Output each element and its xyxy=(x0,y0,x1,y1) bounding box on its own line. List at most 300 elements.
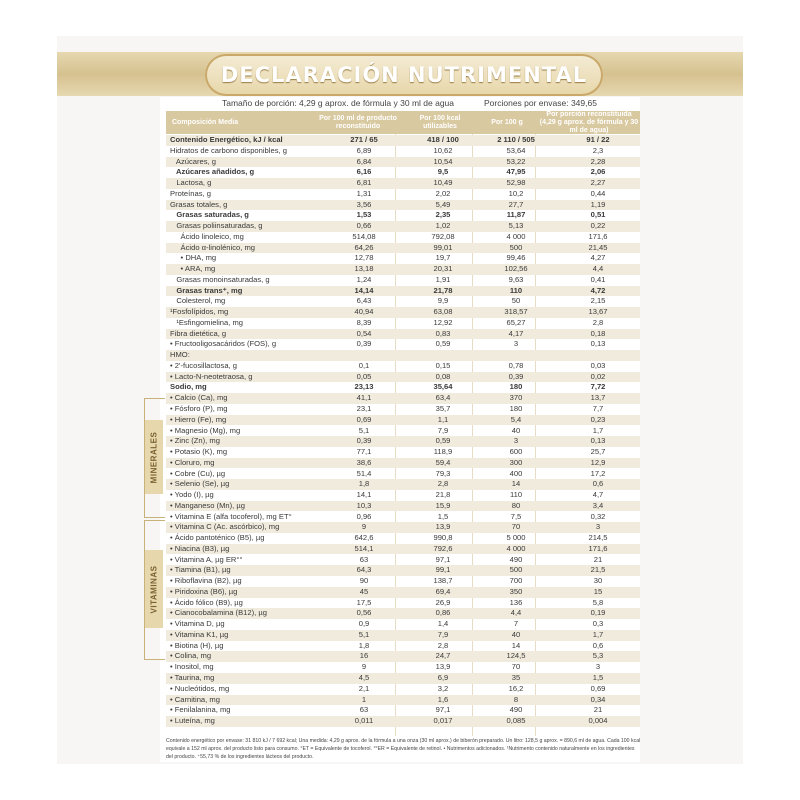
nutrient-value: 2,8 xyxy=(437,640,449,650)
nutrient-value: 2,02 xyxy=(435,188,451,198)
nutrient-value: 30 xyxy=(593,576,603,586)
table-row xyxy=(166,479,640,490)
nutrient-value: 14 xyxy=(511,479,521,489)
nutrient-value: 0,32 xyxy=(590,511,606,521)
table-row xyxy=(166,458,640,469)
nutrient-label: • Magnesio (Mg), mg xyxy=(170,425,241,435)
table-row xyxy=(166,415,640,426)
nutrient-label: • Vitamina A, µg ER°° xyxy=(170,554,243,564)
nutrient-value: 5,4 xyxy=(510,414,522,424)
nutrient-value: 12,92 xyxy=(433,317,453,327)
nutrient-value: 5,3 xyxy=(592,651,604,661)
nutrient-value: 9,5 xyxy=(437,167,449,177)
nutrient-value: 3 xyxy=(595,522,601,532)
table-row xyxy=(166,210,640,221)
nutrient-value: 6,81 xyxy=(356,178,372,188)
nutrient-value: 2,15 xyxy=(590,296,606,306)
table-row xyxy=(166,404,640,415)
nutrient-value: 490 xyxy=(509,705,523,715)
nutrient-value: 2,8 xyxy=(437,479,449,489)
nutrient-label: Hidratos de carbono disponibles, g xyxy=(170,145,287,155)
nutrient-value: 3,56 xyxy=(356,199,372,209)
table-row xyxy=(166,695,640,706)
nutrient-value: 79,3 xyxy=(435,468,451,478)
nutrient-value: 13,18 xyxy=(354,264,374,274)
nutrient-value: 14 xyxy=(511,640,521,650)
nutrient-value: 25,7 xyxy=(590,447,606,457)
table-row xyxy=(166,372,640,383)
table-row xyxy=(166,436,640,447)
nutrient-value: 171,6 xyxy=(588,231,608,241)
nutrient-value: 50 xyxy=(511,296,521,306)
nutrient-value: 59,4 xyxy=(435,457,451,467)
nutrient-value: 9 xyxy=(361,522,367,532)
nutrient-value: 21,78 xyxy=(433,285,453,295)
nutrient-value: 65,27 xyxy=(506,317,526,327)
nutrient-label: Grasas trans⁺, mg xyxy=(170,285,243,295)
nutrient-value: 0,13 xyxy=(590,339,606,349)
nutrient-value: 13,9 xyxy=(435,662,451,672)
vitaminas-label xyxy=(145,550,163,628)
nutrient-label: • Riboflavina (B2), µg xyxy=(170,576,242,586)
nutrient-value: 10,3 xyxy=(356,500,372,510)
nutrient-value: 370 xyxy=(509,393,523,403)
nutrient-value: 0,54 xyxy=(356,328,372,338)
nutrient-value: 500 xyxy=(509,565,523,575)
nutrient-label: Ácido α-linolénico, mg xyxy=(170,242,256,252)
nutrient-value: 97,1 xyxy=(435,554,451,564)
nutrient-value: 0,59 xyxy=(435,339,451,349)
nutrient-label: Grasas poliinsaturadas, g xyxy=(170,221,263,231)
nutrient-value: 4,17 xyxy=(508,328,524,338)
nutrient-value: 4,7 xyxy=(592,490,604,500)
nutrient-label: • Tiamina (B1), µg xyxy=(170,565,231,575)
nutrient-value: 13,7 xyxy=(590,393,606,403)
nutrient-label: • Zinc (Zn), mg xyxy=(170,436,220,446)
nutrient-value: 20,31 xyxy=(433,264,453,274)
nutrient-value: 180 xyxy=(509,404,523,413)
nutrient-value: 35 xyxy=(511,673,521,682)
nutrient-label: • Calcio (Ca), mg xyxy=(170,393,228,403)
nutrient-value: 300 xyxy=(509,457,523,467)
nutrient-label: • DHA, mg xyxy=(170,253,217,263)
nutrient-label: • Vitamina C (Ac. ascórbico), mg xyxy=(170,522,280,532)
nutrient-value: 180 xyxy=(509,382,523,392)
nutrient-value: 418 / 100 xyxy=(427,135,459,144)
nutrient-value: 21,8 xyxy=(435,490,451,500)
nutrient-value: 118,9 xyxy=(433,447,453,457)
nutrient-value: 0,44 xyxy=(590,188,606,198)
nutrient-label: • Yodo (I), µg xyxy=(170,490,214,500)
nutrient-label: Proteínas, g xyxy=(170,188,211,198)
nutrient-value: 0,86 xyxy=(435,608,451,618)
nutrient-value: 15 xyxy=(593,586,603,596)
nutrient-value: 3 xyxy=(513,436,519,446)
nutrient-value: 0,34 xyxy=(590,694,606,704)
nutrient-label: Grasas saturadas, g xyxy=(170,210,249,220)
nutrient-label: • Carnitina, mg xyxy=(170,694,220,704)
header-per-100g: Por 100 g xyxy=(491,118,523,126)
page-title: DECLARACIÓN NUTRIMENTAL xyxy=(220,63,588,87)
nutrient-value: 700 xyxy=(509,576,523,586)
nutrient-label: • Fenilalanina, mg xyxy=(170,705,231,715)
table-row xyxy=(166,447,640,458)
nutrient-value: 35,64 xyxy=(433,382,453,392)
nutrient-label: • Vitamina K1, µg xyxy=(170,629,229,639)
table-row xyxy=(166,167,640,178)
nutrient-value: 21,45 xyxy=(588,242,608,252)
nutrient-value: 5,13 xyxy=(508,221,524,231)
nutrient-value: 7,5 xyxy=(510,511,522,521)
table-row xyxy=(166,243,640,254)
nutrient-label: • Piridoxina (B6), µg xyxy=(170,586,238,596)
nutrient-value: 1,8 xyxy=(358,640,370,650)
nutrient-value: 7 xyxy=(513,619,519,629)
nutrient-label: • Vitamina E (alfa tocoferol), mg ET° xyxy=(170,511,292,521)
table-row xyxy=(166,469,640,480)
nutrient-value: 6,9 xyxy=(437,673,449,682)
nutrient-label: • Cobre (Cu), µg xyxy=(170,468,226,478)
nutrient-value: 64,3 xyxy=(356,565,372,575)
nutrient-label: Grasas totales, g xyxy=(170,199,228,209)
nutrient-value: 40 xyxy=(511,629,521,639)
nutrient-value: 0,22 xyxy=(590,221,606,231)
nutrient-value: 0,69 xyxy=(356,414,372,424)
footnote: Contenido energético por envase: 31 810 kJ / 7 692 kcal; Una medida: 4,29 g aprox. de la fórmula a una onza (30 ml aprox.) de biberón preparado. Un litro: 128,5 g aprox. = 890,6 ml de agua. Cada 100 kcal equivale a 152 ml aprox. del producto listo para consumo. °ET = Equivalente de tocoferol. °°ER = Equivalente de retinol. • Nutrimentos adicionados. ¹Nutrimento contenido naturalmente en los ingredientes del producto. ⁺55,73 % de los ingredientes lácteos del producto. xyxy=(166,738,641,760)
nutrient-label: • Ácido fólico (B9), µg xyxy=(170,597,243,607)
nutrient-value: 14,1 xyxy=(356,490,372,500)
nutrient-value: 10,2 xyxy=(508,188,524,198)
nutrient-value: 13,67 xyxy=(588,307,608,317)
nutrient-value: 9,9 xyxy=(437,296,449,306)
header-per-100kcal: Por 100 kcal utilizables xyxy=(419,114,461,130)
nutrient-value: 99,01 xyxy=(433,242,453,252)
nutrient-value: 4,4 xyxy=(510,608,522,618)
nutrient-label: • Potasio (K), mg xyxy=(170,447,228,457)
nutrient-value: 5,8 xyxy=(592,597,604,607)
nutrient-value: 4,72 xyxy=(590,285,606,295)
header-per-serving: Por porción reconstituida (4,29 g aprox. de fórmula y 30 ml de agua) xyxy=(539,110,639,134)
header-composition: Composición Media xyxy=(172,118,239,126)
table-row xyxy=(166,705,640,716)
nutrient-value: 490 xyxy=(509,554,523,564)
nutrient-value: 63,4 xyxy=(435,393,451,403)
nutrient-value: 97,1 xyxy=(435,705,451,715)
table-row xyxy=(166,157,640,168)
nutrient-label: • Luteína, mg xyxy=(170,716,215,726)
nutrient-value: 7,72 xyxy=(590,382,606,392)
nutrient-value: 0,78 xyxy=(508,360,524,370)
nutrient-label: Sodio, mg xyxy=(170,382,207,392)
nutrient-value: 990,8 xyxy=(433,533,453,543)
table-row xyxy=(166,565,640,576)
nutrient-label: • Hierro (Fe), mg xyxy=(170,414,227,424)
nutrient-value: 1,31 xyxy=(356,188,372,198)
nutrient-value: 27,7 xyxy=(508,199,524,209)
nutrient-value: 1,91 xyxy=(435,274,451,284)
nutrient-value: 0,39 xyxy=(356,436,372,446)
nutrient-value: 0,69 xyxy=(590,683,606,693)
nutrient-label: • Manganeso (Mn), µg xyxy=(170,500,245,510)
table-row xyxy=(166,522,640,533)
nutrient-value: 1,53 xyxy=(356,210,372,220)
nutrient-value: 0,08 xyxy=(435,371,451,381)
nutrient-value: 12,9 xyxy=(590,457,606,467)
table-row xyxy=(166,598,640,609)
nutrient-value: 40,94 xyxy=(354,307,374,317)
nutrient-value: 1,1 xyxy=(437,414,449,424)
nutrient-value: 1,7 xyxy=(592,629,604,639)
nutrient-value: 0,011 xyxy=(354,716,374,726)
table-row xyxy=(166,716,640,727)
nutrient-value: 4 000 xyxy=(506,543,526,553)
nutrient-value: 110 xyxy=(509,490,523,500)
nutrient-label: • Fructooligosacáridos (FOS), g xyxy=(170,339,277,349)
nutrient-label: • Nucleótidos, mg xyxy=(170,683,230,693)
table-row xyxy=(166,361,640,372)
minerales-label xyxy=(145,420,163,494)
nutrient-value: 0,3 xyxy=(592,619,604,629)
table-row xyxy=(166,135,640,146)
nutrient-value: 1,4 xyxy=(437,619,449,629)
nutrient-value: 8 xyxy=(513,694,519,704)
nutrient-value: 21 xyxy=(593,554,603,564)
nutrient-value: 0,56 xyxy=(356,608,372,618)
nutrient-value: 0,004 xyxy=(588,716,608,726)
nutrient-value: 26,9 xyxy=(435,597,451,607)
nutrient-label: • Ácido pantoténico (B5), µg xyxy=(170,533,265,543)
nutrient-value: 7,9 xyxy=(437,629,449,639)
nutrient-value: 0,03 xyxy=(590,360,606,370)
nutrient-label: • Fósforo (P), mg xyxy=(170,404,228,413)
nutrient-value: 13,9 xyxy=(435,522,451,532)
nutrient-label: • Inositol, mg xyxy=(170,662,214,672)
table-row xyxy=(166,651,640,662)
nutrient-value: 12,78 xyxy=(354,253,374,263)
nutrient-value: 1,24 xyxy=(356,274,372,284)
table-row xyxy=(166,662,640,673)
nutrient-value: 0,15 xyxy=(435,360,451,370)
nutrient-value: 6,84 xyxy=(356,156,372,166)
table-row xyxy=(166,329,640,340)
nutrient-label: • Lacto-N-neotetraosa, g xyxy=(170,371,253,381)
nutrient-value: 0,6 xyxy=(592,479,604,489)
nutrient-value: 2,06 xyxy=(590,167,606,177)
nutrient-label: Grasas monoinsaturadas, g xyxy=(170,274,270,284)
nutrient-value: 0,66 xyxy=(356,221,372,231)
nutrient-value: 80 xyxy=(511,500,521,510)
nutrient-value: 38,6 xyxy=(356,457,372,467)
nutrient-value: 138,7 xyxy=(433,576,453,586)
nutrient-value: 47,95 xyxy=(506,167,526,177)
table-row xyxy=(166,512,640,523)
nutrient-value: 0,6 xyxy=(592,640,604,650)
nutrient-value: 19,7 xyxy=(435,253,451,263)
nutrient-value: 171,6 xyxy=(588,543,608,553)
table-row xyxy=(166,178,640,189)
nutrient-label: • Vitamina D, µg xyxy=(170,619,225,629)
nutrient-value: 792,08 xyxy=(431,231,455,241)
nutrient-value: 17,2 xyxy=(590,468,606,478)
nutrient-value: 23,13 xyxy=(354,382,374,392)
serving-size: Tamaño de porción: 4,29 g aprox. de fórmula y 30 ml de agua xyxy=(222,98,455,108)
nutrient-label: • Taurina, mg xyxy=(170,673,215,682)
nutrient-value: 6,16 xyxy=(356,167,372,177)
nutrient-value: 16,2 xyxy=(508,683,524,693)
nutrient-value: 3 xyxy=(513,339,519,349)
nutrient-value: 0,39 xyxy=(508,371,524,381)
nutrient-value: 3,2 xyxy=(437,683,449,693)
nutrient-label: Lactosa, g xyxy=(170,178,212,188)
table-row xyxy=(166,608,640,619)
table-row xyxy=(166,253,640,264)
nutrient-label: Ácido linoleico, mg xyxy=(170,231,244,241)
table-row xyxy=(166,189,640,200)
nutrient-value: 23,1 xyxy=(356,404,372,413)
nutrient-value: 1,19 xyxy=(590,199,606,209)
nutrient-label: ¹Esfingomielina, mg xyxy=(170,317,244,327)
nutrient-value: 10,54 xyxy=(433,156,453,166)
nutrient-value: 53,64 xyxy=(506,145,526,155)
nutrient-label: • ARA, mg xyxy=(170,264,216,274)
nutrient-value: 0,9 xyxy=(358,619,370,629)
nutrient-value: 214,5 xyxy=(588,533,608,543)
nutrient-label: • Selenio (Se), µg xyxy=(170,479,230,489)
nutrient-label: • Cloruro, mg xyxy=(170,457,215,467)
nutrient-label: Fibra dietética, g xyxy=(170,328,227,338)
table-row xyxy=(166,544,640,555)
nutrient-value: 0,51 xyxy=(590,210,606,220)
nutrient-value: 1,8 xyxy=(358,479,370,489)
nutrient-value: 0,085 xyxy=(506,716,526,726)
table-row xyxy=(166,382,640,393)
table-row xyxy=(166,426,640,437)
nutrient-value: 110 xyxy=(509,285,523,295)
nutrient-value: 40 xyxy=(511,425,521,435)
nutrient-value: 4,27 xyxy=(590,253,606,263)
nutrient-value: 10,49 xyxy=(433,178,453,188)
table-row xyxy=(166,200,640,211)
nutrient-value: 124,5 xyxy=(506,651,526,661)
nutrient-value: 21,5 xyxy=(590,565,606,575)
nutrient-value: 2,3 xyxy=(592,145,604,155)
nutrient-value: 51,4 xyxy=(356,468,372,478)
table-row xyxy=(166,684,640,695)
nutrient-value: 17,5 xyxy=(356,597,372,607)
nutrient-value: 136 xyxy=(509,597,523,607)
nutrient-value: 21 xyxy=(593,705,603,715)
nutrient-value: 514,08 xyxy=(352,231,376,241)
nutrient-value: 1,7 xyxy=(592,425,604,435)
nutrient-value: 0,13 xyxy=(590,436,606,446)
nutrient-value: 3,4 xyxy=(592,500,604,510)
header-per-100ml: Por 100 ml de producto reconstituido xyxy=(319,114,397,130)
nutrient-value: 500 xyxy=(509,242,523,252)
nutrient-label: Contenido Energético, kJ / kcal xyxy=(170,135,283,144)
nutrient-value: 70 xyxy=(511,662,521,672)
table-row xyxy=(166,587,640,598)
nutrient-value: 642,6 xyxy=(354,533,374,543)
nutrient-value: 63,08 xyxy=(433,307,453,317)
table-row xyxy=(166,350,640,361)
nutrient-value: 77,1 xyxy=(356,447,372,457)
nutrient-value: 9 xyxy=(361,662,367,672)
nutrient-value: 14,14 xyxy=(354,285,374,295)
nutrient-label: ¹Fosfolípidos, mg xyxy=(170,307,229,317)
servings-per-container: Porciones por envase: 349,65 xyxy=(484,98,597,108)
nutrient-value: 2,28 xyxy=(590,156,606,166)
nutrient-value: 0,05 xyxy=(356,371,372,381)
nutrient-label: Colesterol, mg xyxy=(170,296,226,306)
nutrient-value: 2,27 xyxy=(590,178,606,188)
nutrient-value: 0,23 xyxy=(590,414,606,424)
nutrient-value: 0,96 xyxy=(356,511,372,521)
nutrient-value: 0,41 xyxy=(590,274,606,284)
nutrient-value: 41,1 xyxy=(356,393,372,403)
nutrient-value: 7,9 xyxy=(437,425,449,435)
nutrient-value: 64,26 xyxy=(354,242,374,252)
nutrient-value: 600 xyxy=(509,447,523,457)
nutrient-value: 5,49 xyxy=(435,199,451,209)
table-row xyxy=(166,318,640,329)
nutrient-value: 400 xyxy=(509,468,523,478)
nutrient-value: 10,62 xyxy=(433,145,453,155)
nutrient-value: 15,9 xyxy=(435,500,451,510)
nutrient-value: 1 xyxy=(361,694,367,704)
nutrient-value: 63 xyxy=(359,705,369,715)
table-row xyxy=(166,275,640,286)
nutrient-value: 52,98 xyxy=(506,178,526,188)
nutrient-value: 2,35 xyxy=(435,210,451,220)
table-row xyxy=(166,501,640,512)
nutrient-value: 0,1 xyxy=(358,360,370,370)
table-row xyxy=(166,339,640,350)
nutrient-value: 16 xyxy=(359,651,369,661)
nutrient-value: 70 xyxy=(511,522,521,532)
nutrient-value: 514,1 xyxy=(354,543,374,553)
nutrient-value: 90 xyxy=(359,576,369,586)
table-row xyxy=(166,221,640,232)
nutrient-value: 53,22 xyxy=(506,156,526,166)
table-row xyxy=(166,555,640,566)
nutrient-value: 9,63 xyxy=(508,274,524,284)
nutrient-value: 99,1 xyxy=(435,565,451,575)
nutrient-value: 6,89 xyxy=(356,145,372,155)
table-row xyxy=(166,264,640,275)
nutrient-value: 0,18 xyxy=(590,328,606,338)
nutrient-value: 63 xyxy=(359,554,369,564)
nutrient-value: 318,57 xyxy=(504,307,528,317)
nutrient-label: • Niacina (B3), µg xyxy=(170,543,230,553)
nutrient-label: • Cianocobalamina (B12), µg xyxy=(170,608,267,618)
nutrient-value: 102,56 xyxy=(504,264,528,274)
table-row xyxy=(166,490,640,501)
nutrient-label: Azúcares añadidos, g xyxy=(170,167,255,177)
nutrient-value: 0,59 xyxy=(435,436,451,446)
nutrient-value: 0,19 xyxy=(590,608,606,618)
nutrient-value: 1,02 xyxy=(435,221,451,231)
table-row xyxy=(166,307,640,318)
nutrient-value: 35,7 xyxy=(435,404,451,413)
nutrient-label: Azúcares, g xyxy=(170,156,217,166)
minerales-text: MINERALES xyxy=(149,431,159,483)
nutrient-value: 0,83 xyxy=(435,328,451,338)
nutrient-value: 3 xyxy=(595,662,601,672)
table-row xyxy=(166,286,640,297)
nutrient-value: 69,4 xyxy=(435,586,451,596)
table-row xyxy=(166,393,640,404)
nutrient-value: 0,017 xyxy=(433,716,453,726)
